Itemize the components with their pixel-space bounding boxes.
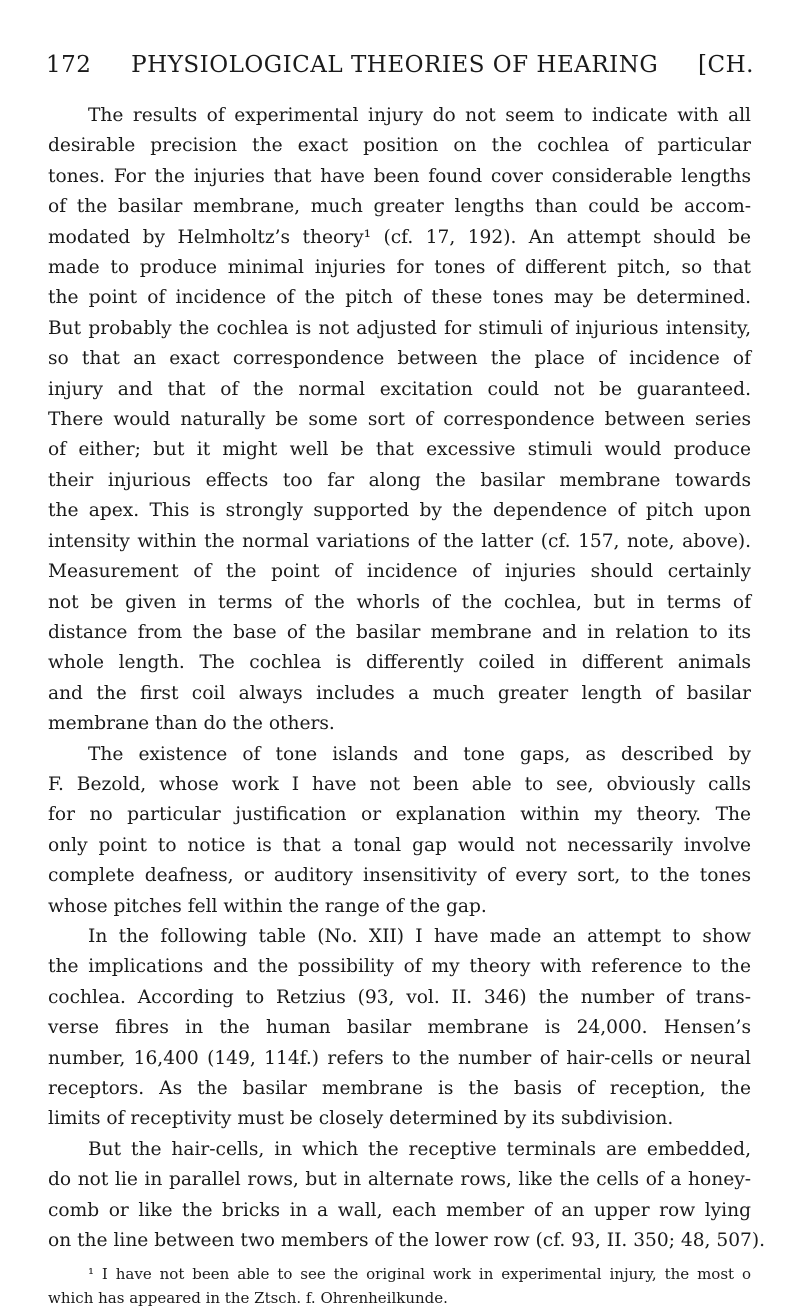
text-line: limits of receptivity must be closely determined by its subdivision. xyxy=(48,1108,674,1130)
chapter-mark: [CH. xyxy=(698,52,754,78)
text-line: only point to notice is that a tonal gap would not necessarily involve xyxy=(48,834,751,856)
text-line: F. Bezold, whose work I have not been able to see, obviously calls xyxy=(48,773,751,795)
text-line: distance from the base of the basilar membrane and in relation to its xyxy=(48,621,751,643)
text-line: so that an exact correspondence between the place of incidence of xyxy=(48,348,751,370)
text-line: tones. For the injuries that have been found cover considerable lengths xyxy=(48,165,751,187)
text-line: made to produce minimal injuries for tones of different pitch, so that xyxy=(48,257,751,279)
text-line: of the basilar membrane, much greater lengths than could be accom- xyxy=(48,196,751,218)
footnote-line: ¹ I have not been able to see the original work in experimental injury, the most o xyxy=(88,1265,751,1284)
text-line: desirable precision the exact position on the cochlea of particular xyxy=(48,135,751,157)
paragraph-lines xyxy=(48,101,766,1256)
text-line: There would naturally be some sort of correspondence between series xyxy=(48,409,751,431)
text-line: do not lie in parallel rows, but in alternate rows, like the cells of a honey- xyxy=(48,1169,751,1191)
text-line: for no particular justification or explanation within my theory. The xyxy=(48,804,751,826)
text-line: But probably the cochlea is not adjusted for stimuli of injurious intensity, xyxy=(48,317,751,339)
text-line: on the line between two members of the lower row (cf. 93, II. 350; 48, 507). xyxy=(48,1230,766,1252)
text-line: receptors. As the basilar membrane is the basis of reception, the xyxy=(48,1078,751,1099)
text-line: whole length. The cochlea is differently coiled in different animals xyxy=(48,652,751,674)
text-line: their injurious effects too far along the basilar membrane towards xyxy=(48,469,751,491)
page-number: 172 xyxy=(46,52,92,78)
text-line: number, 16,400 (149, 114f.) refers to the number of hair-cells or neural xyxy=(48,1047,751,1069)
text-line: the implications and the possibility of my theory with reference to the xyxy=(48,956,751,978)
text-line: whose pitches fell within the range of the gap. xyxy=(48,895,487,917)
text-line: comb or like the bricks in a wall, each member of an upper row lying xyxy=(48,1199,751,1221)
text-line: The existence of tone islands and tone gaps, as described by xyxy=(88,743,751,765)
text-line: cochlea. According to Retzius (93, vol. II. 346) the number of trans- xyxy=(48,986,751,1008)
running-header xyxy=(46,52,754,78)
text-line: injury and that of the normal excitation could not be guaranteed. xyxy=(48,378,751,400)
text-line: the apex. This is strongly supported by the dependence of pitch upon xyxy=(48,500,751,522)
running-title: PHYSIOLOGICAL THEORIES OF HEARING xyxy=(131,52,659,78)
text-line: not be given in terms of the whorls of the cochlea, but in terms of xyxy=(48,591,751,613)
text-line: of either; but it might well be that excessive stimuli would produce xyxy=(48,439,751,461)
footnote-line: which has appeared in the Ztsch. f. Ohrenheilkunde. xyxy=(48,1289,448,1308)
text-line: But the hair-cells, in which the receptive terminals are embedded, xyxy=(88,1138,751,1160)
footnotes xyxy=(48,1262,751,1310)
text-line: In the following table (No. XII) I have made an attempt to show xyxy=(88,925,751,947)
text-line: verse fibres in the human basilar membrane is 24,000. Hensen’s xyxy=(48,1017,751,1039)
text-line: the point of incidence of the pitch of these tones may be determined. xyxy=(48,287,751,309)
text-line: modated by Helmholtz’s theory¹ (cf. 17, 192). An attempt should be xyxy=(48,226,751,248)
text-line: The results of experimental injury do not seem to indicate with all xyxy=(88,105,751,126)
text-line: and the first coil always includes a much greater length of basilar xyxy=(48,682,751,704)
body-text xyxy=(48,101,766,1310)
text-line: Measurement of the point of incidence of injuries should certainly xyxy=(48,561,751,583)
text-line: membrane than do the others. xyxy=(48,713,335,735)
text-line: complete deafness, or auditory insensitivity of every sort, to the tones xyxy=(48,865,751,887)
text-line: intensity within the normal variations of the latter (cf. 157, note, above). xyxy=(48,530,751,552)
